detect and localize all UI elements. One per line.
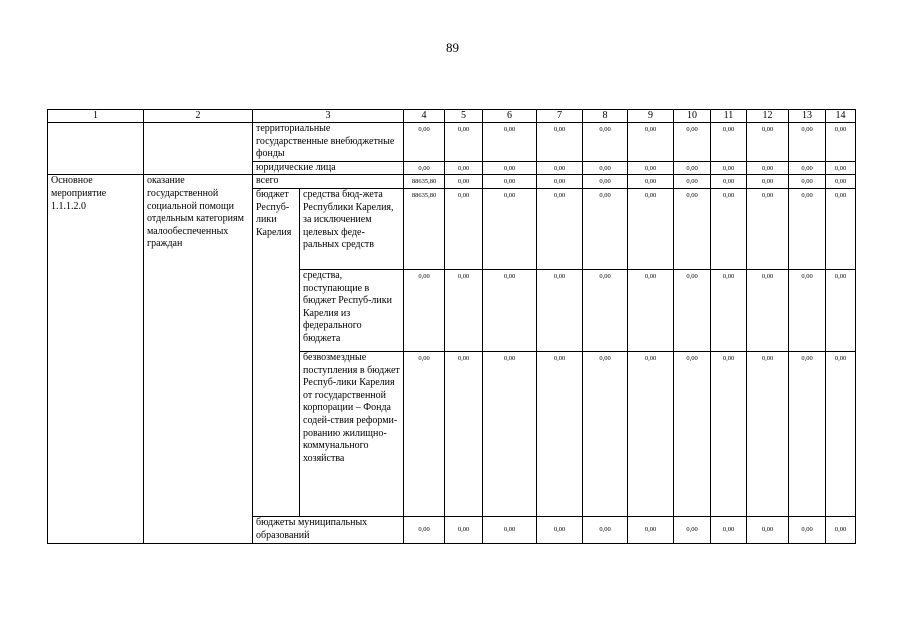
row-label: юридические лица — [253, 161, 404, 175]
value-cell: 0,00 — [711, 516, 747, 543]
value-cell: 0,00 — [537, 123, 583, 162]
value-cell: 0,00 — [826, 351, 856, 516]
value-cell: 0,00 — [583, 269, 628, 351]
value-cell: 0,00 — [483, 161, 537, 175]
header-row — [48, 110, 856, 123]
value-cell: 0,00 — [628, 123, 674, 162]
value-cell: 0,00 — [537, 175, 583, 189]
value-cell: 0,00 — [537, 188, 583, 269]
value-cell: 0,00 — [583, 351, 628, 516]
page-number: 89 — [446, 40, 459, 55]
value-cell: 0,00 — [445, 351, 483, 516]
value-cell: 0,00 — [747, 123, 789, 162]
value-cell: 0,00 — [711, 269, 747, 351]
value-cell: 0,00 — [747, 161, 789, 175]
value-cell: 0,00 — [747, 269, 789, 351]
value-cell: 0,00 — [404, 123, 445, 162]
value-cell: 0,00 — [445, 188, 483, 269]
value-cell: 0,00 — [674, 516, 711, 543]
value-cell: 0,00 — [826, 161, 856, 175]
measure-code: Основное мероприятие 1.1.1.2.0 — [48, 175, 144, 544]
row-label: территориальные государственные внебюджетные фонды — [253, 123, 404, 162]
value-cell: 0,00 — [711, 188, 747, 269]
value-cell: 0,00 — [537, 269, 583, 351]
row-label: средства, поступающие в бюджет Респуб-лики Карелия из федерального бюджета — [300, 269, 404, 351]
value-cell: 0,00 — [483, 516, 537, 543]
header-cell: 11 — [711, 110, 747, 123]
table-row — [48, 175, 856, 189]
empty-cell — [48, 123, 144, 175]
value-cell: 0,00 — [789, 516, 826, 543]
value-cell: 0,00 — [747, 188, 789, 269]
header-cell: 9 — [628, 110, 674, 123]
value-cell: 0,00 — [674, 123, 711, 162]
value-cell: 88635,80 — [404, 175, 445, 189]
header-cell: 5 — [445, 110, 483, 123]
value-cell: 0,00 — [674, 351, 711, 516]
value-cell: 0,00 — [628, 175, 674, 189]
budget-group-label: бюджет Респуб-лики Карелия — [253, 188, 300, 516]
header-cell: 10 — [674, 110, 711, 123]
value-cell: 0,00 — [483, 269, 537, 351]
row-label: безвозмездные поступления в бюджет Респуб-лики Карелия от государственной корпорации – Фонда содей-ствия реформи-рованию жилищно-коммунального хозяйства — [300, 351, 404, 516]
row-label: бюджеты муниципальных образований — [253, 516, 404, 543]
value-cell: 0,00 — [711, 351, 747, 516]
header-cell: 12 — [747, 110, 789, 123]
table-row — [48, 123, 856, 162]
value-cell: 0,00 — [747, 175, 789, 189]
value-cell: 0,00 — [789, 269, 826, 351]
value-cell: 0,00 — [404, 351, 445, 516]
value-cell: 0,00 — [404, 161, 445, 175]
value-cell: 0,00 — [445, 175, 483, 189]
header-cell: 7 — [537, 110, 583, 123]
value-cell: 0,00 — [789, 123, 826, 162]
value-cell: 0,00 — [583, 188, 628, 269]
value-cell: 0,00 — [826, 188, 856, 269]
value-cell: 0,00 — [674, 269, 711, 351]
value-cell: 0,00 — [537, 161, 583, 175]
value-cell: 0,00 — [628, 269, 674, 351]
value-cell: 88635,80 — [404, 188, 445, 269]
value-cell: 0,00 — [445, 161, 483, 175]
empty-cell — [144, 123, 253, 175]
value-cell: 0,00 — [674, 175, 711, 189]
value-cell: 0,00 — [628, 516, 674, 543]
budget-table — [47, 109, 856, 544]
value-cell: 0,00 — [583, 123, 628, 162]
value-cell: 0,00 — [789, 161, 826, 175]
measure-name: оказание государственной социальной помощи отдельным категориям малообеспеченных граждан — [144, 175, 253, 544]
header-cell: 1 — [48, 110, 144, 123]
header-cell: 8 — [583, 110, 628, 123]
value-cell: 0,00 — [483, 188, 537, 269]
value-cell: 0,00 — [826, 269, 856, 351]
value-cell: 0,00 — [674, 188, 711, 269]
value-cell: 0,00 — [483, 351, 537, 516]
value-cell: 0,00 — [789, 188, 826, 269]
value-cell: 0,00 — [537, 516, 583, 543]
header-cell: 13 — [789, 110, 826, 123]
header-cell: 3 — [253, 110, 404, 123]
value-cell: 0,00 — [826, 123, 856, 162]
value-cell: 0,00 — [583, 516, 628, 543]
value-cell: 0,00 — [826, 175, 856, 189]
row-label: средства бюд-жета Республики Карелия, за исключением целевых феде-ральных средств — [300, 188, 404, 269]
value-cell: 0,00 — [747, 516, 789, 543]
header-cell: 14 — [826, 110, 856, 123]
value-cell: 0,00 — [445, 269, 483, 351]
value-cell: 0,00 — [483, 123, 537, 162]
value-cell: 0,00 — [583, 161, 628, 175]
value-cell: 0,00 — [674, 161, 711, 175]
value-cell: 0,00 — [404, 269, 445, 351]
row-label: всего — [253, 175, 404, 189]
value-cell: 0,00 — [711, 161, 747, 175]
header-cell: 6 — [483, 110, 537, 123]
value-cell: 0,00 — [711, 123, 747, 162]
value-cell: 0,00 — [628, 188, 674, 269]
value-cell: 0,00 — [445, 516, 483, 543]
value-cell: 0,00 — [747, 351, 789, 516]
value-cell: 0,00 — [789, 175, 826, 189]
value-cell: 0,00 — [583, 175, 628, 189]
value-cell: 0,00 — [537, 351, 583, 516]
value-cell: 0,00 — [826, 516, 856, 543]
value-cell: 0,00 — [789, 351, 826, 516]
value-cell: 0,00 — [483, 175, 537, 189]
value-cell: 0,00 — [404, 516, 445, 543]
value-cell: 0,00 — [628, 351, 674, 516]
value-cell: 0,00 — [445, 123, 483, 162]
value-cell: 0,00 — [628, 161, 674, 175]
value-cell: 0,00 — [711, 175, 747, 189]
header-cell: 4 — [404, 110, 445, 123]
header-cell: 2 — [144, 110, 253, 123]
